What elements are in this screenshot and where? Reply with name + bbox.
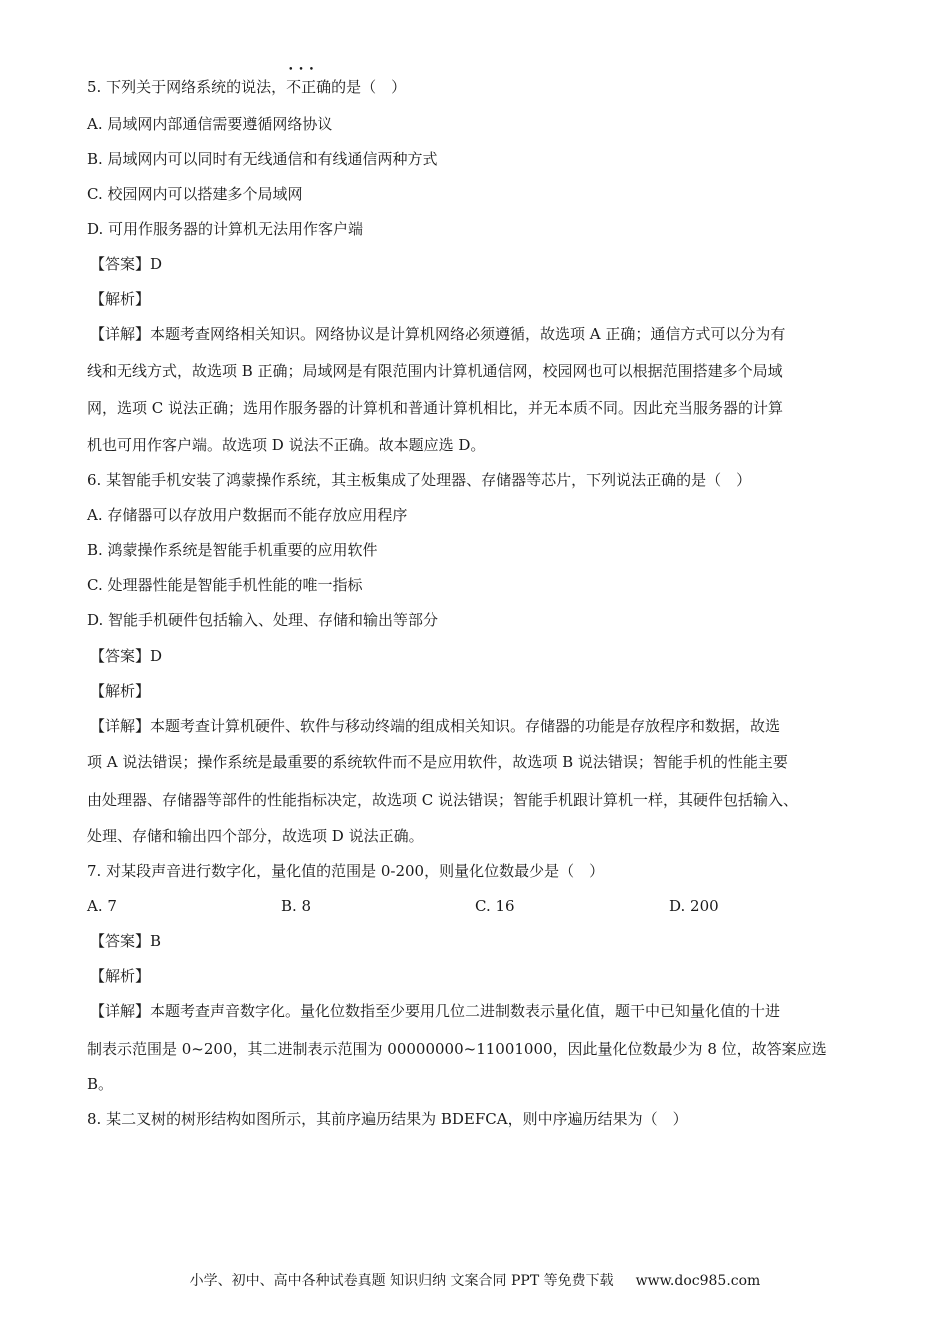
q6-option-a: A. 存储器可以存放用户数据而不能存放应用程序	[87, 506, 408, 524]
q5-emphasis-text: ••• 不正确	[286, 77, 331, 97]
q5-stem: 5. 下列关于网络系统的说法，••• 不正确的是（ ）	[87, 77, 406, 97]
q6-detail-line: 由处理器、存储器等部件的性能指标决定，故选项 C 说法错误；智能手机跟计算机一样，其硬件包括输入、	[87, 791, 799, 809]
q7-option-a: A. 7	[87, 897, 117, 915]
q6-option-c: C. 处理器性能是智能手机性能的唯一指标	[87, 576, 363, 594]
q6-answer: 【答案】D	[90, 647, 163, 665]
q5-option-c: C. 校园网内可以搭建多个局域网	[87, 185, 303, 203]
q5-option-a: A. 局域网内部通信需要遵循网络协议	[87, 115, 333, 133]
q7-detail-line: 【详解】本题考查声音数字化。量化位数指至少要用几位二进制数表示量化值，题干中已知量化值的十进	[90, 1002, 781, 1020]
footer-text: 小学、初中、高中各种试卷真题 知识归纳 文案合同 PPT 等免费下载	[189, 1273, 614, 1289]
q5-option-d: D. 可用作服务器的计算机无法用作客户端	[87, 220, 364, 238]
q7-detail-line: B。	[87, 1075, 114, 1093]
page-footer	[0, 1270, 950, 1290]
q5-analysis-label: 【解析】	[90, 290, 151, 308]
q5-detail-line: 机也可用作客户端。故选项 D 说法不正确。故本题应选 D。	[87, 436, 486, 454]
q5-answer: 【答案】D	[90, 255, 163, 273]
footer-url: www.doc985.com	[635, 1273, 761, 1289]
q7-detail-line: 制表示范围是 0~200，其二进制表示范围为 00000000~11001000，因此量化位数最少为 8 位，故答案应选	[87, 1040, 827, 1058]
q6-detail-line: 项 A 说法错误；操作系统是最重要的系统软件而不是应用软件，故选项 B 说法错误；智能手机的性能主要	[87, 753, 788, 771]
q6-option-d: D. 智能手机硬件包括输入、处理、存储和输出等部分	[87, 611, 439, 629]
q7-option-d: D. 200	[669, 897, 719, 915]
q5-detail-line: 【详解】本题考查网络相关知识。网络协议是计算机网络必须遵循，故选项 A 正确；通信方式可以分为有	[90, 325, 786, 343]
q6-detail-line: 【详解】本题考查计算机硬件、软件与移动终端的组成相关知识。存储器的功能是存放程序和数据，故选	[90, 717, 781, 735]
q5-detail-line: 线和无线方式，故选项 B 正确；局域网是有限范围内计算机通信网，校园网也可以根据范围搭建多个局域	[87, 362, 783, 380]
q6-analysis-label: 【解析】	[90, 682, 151, 700]
q6-option-b: B. 鸿蒙操作系统是智能手机重要的应用软件	[87, 541, 378, 559]
q7-option-b: B. 8	[281, 897, 312, 915]
q6-stem: 6. 某智能手机安装了鸿蒙操作系统，其主板集成了处理器、存储器等芯片，下列说法正确的是（ ）	[87, 471, 752, 489]
q6-detail-line: 处理、存储和输出四个部分，故选项 D 说法正确。	[87, 827, 424, 845]
q7-analysis-label: 【解析】	[90, 967, 151, 985]
q7-answer: 【答案】B	[90, 932, 162, 950]
q7-stem: 7. 对某段声音进行数字化，量化值的范围是 0-200，则量化位数最少是（ ）	[87, 862, 605, 880]
q5-option-b: B. 局域网内可以同时有无线通信和有线通信两种方式	[87, 150, 438, 168]
q8-stem: 8. 某二叉树的树形结构如图所示，其前序遍历结果为 BDEFCA，则中序遍历结果为（ ）	[87, 1110, 688, 1128]
q5-detail-line: 网，选项 C 说法正确；选用作服务器的计算机和普通计算机相比，并无本质不同。因此充当服务器的计算	[87, 399, 784, 417]
q7-option-c: C. 16	[475, 897, 515, 915]
